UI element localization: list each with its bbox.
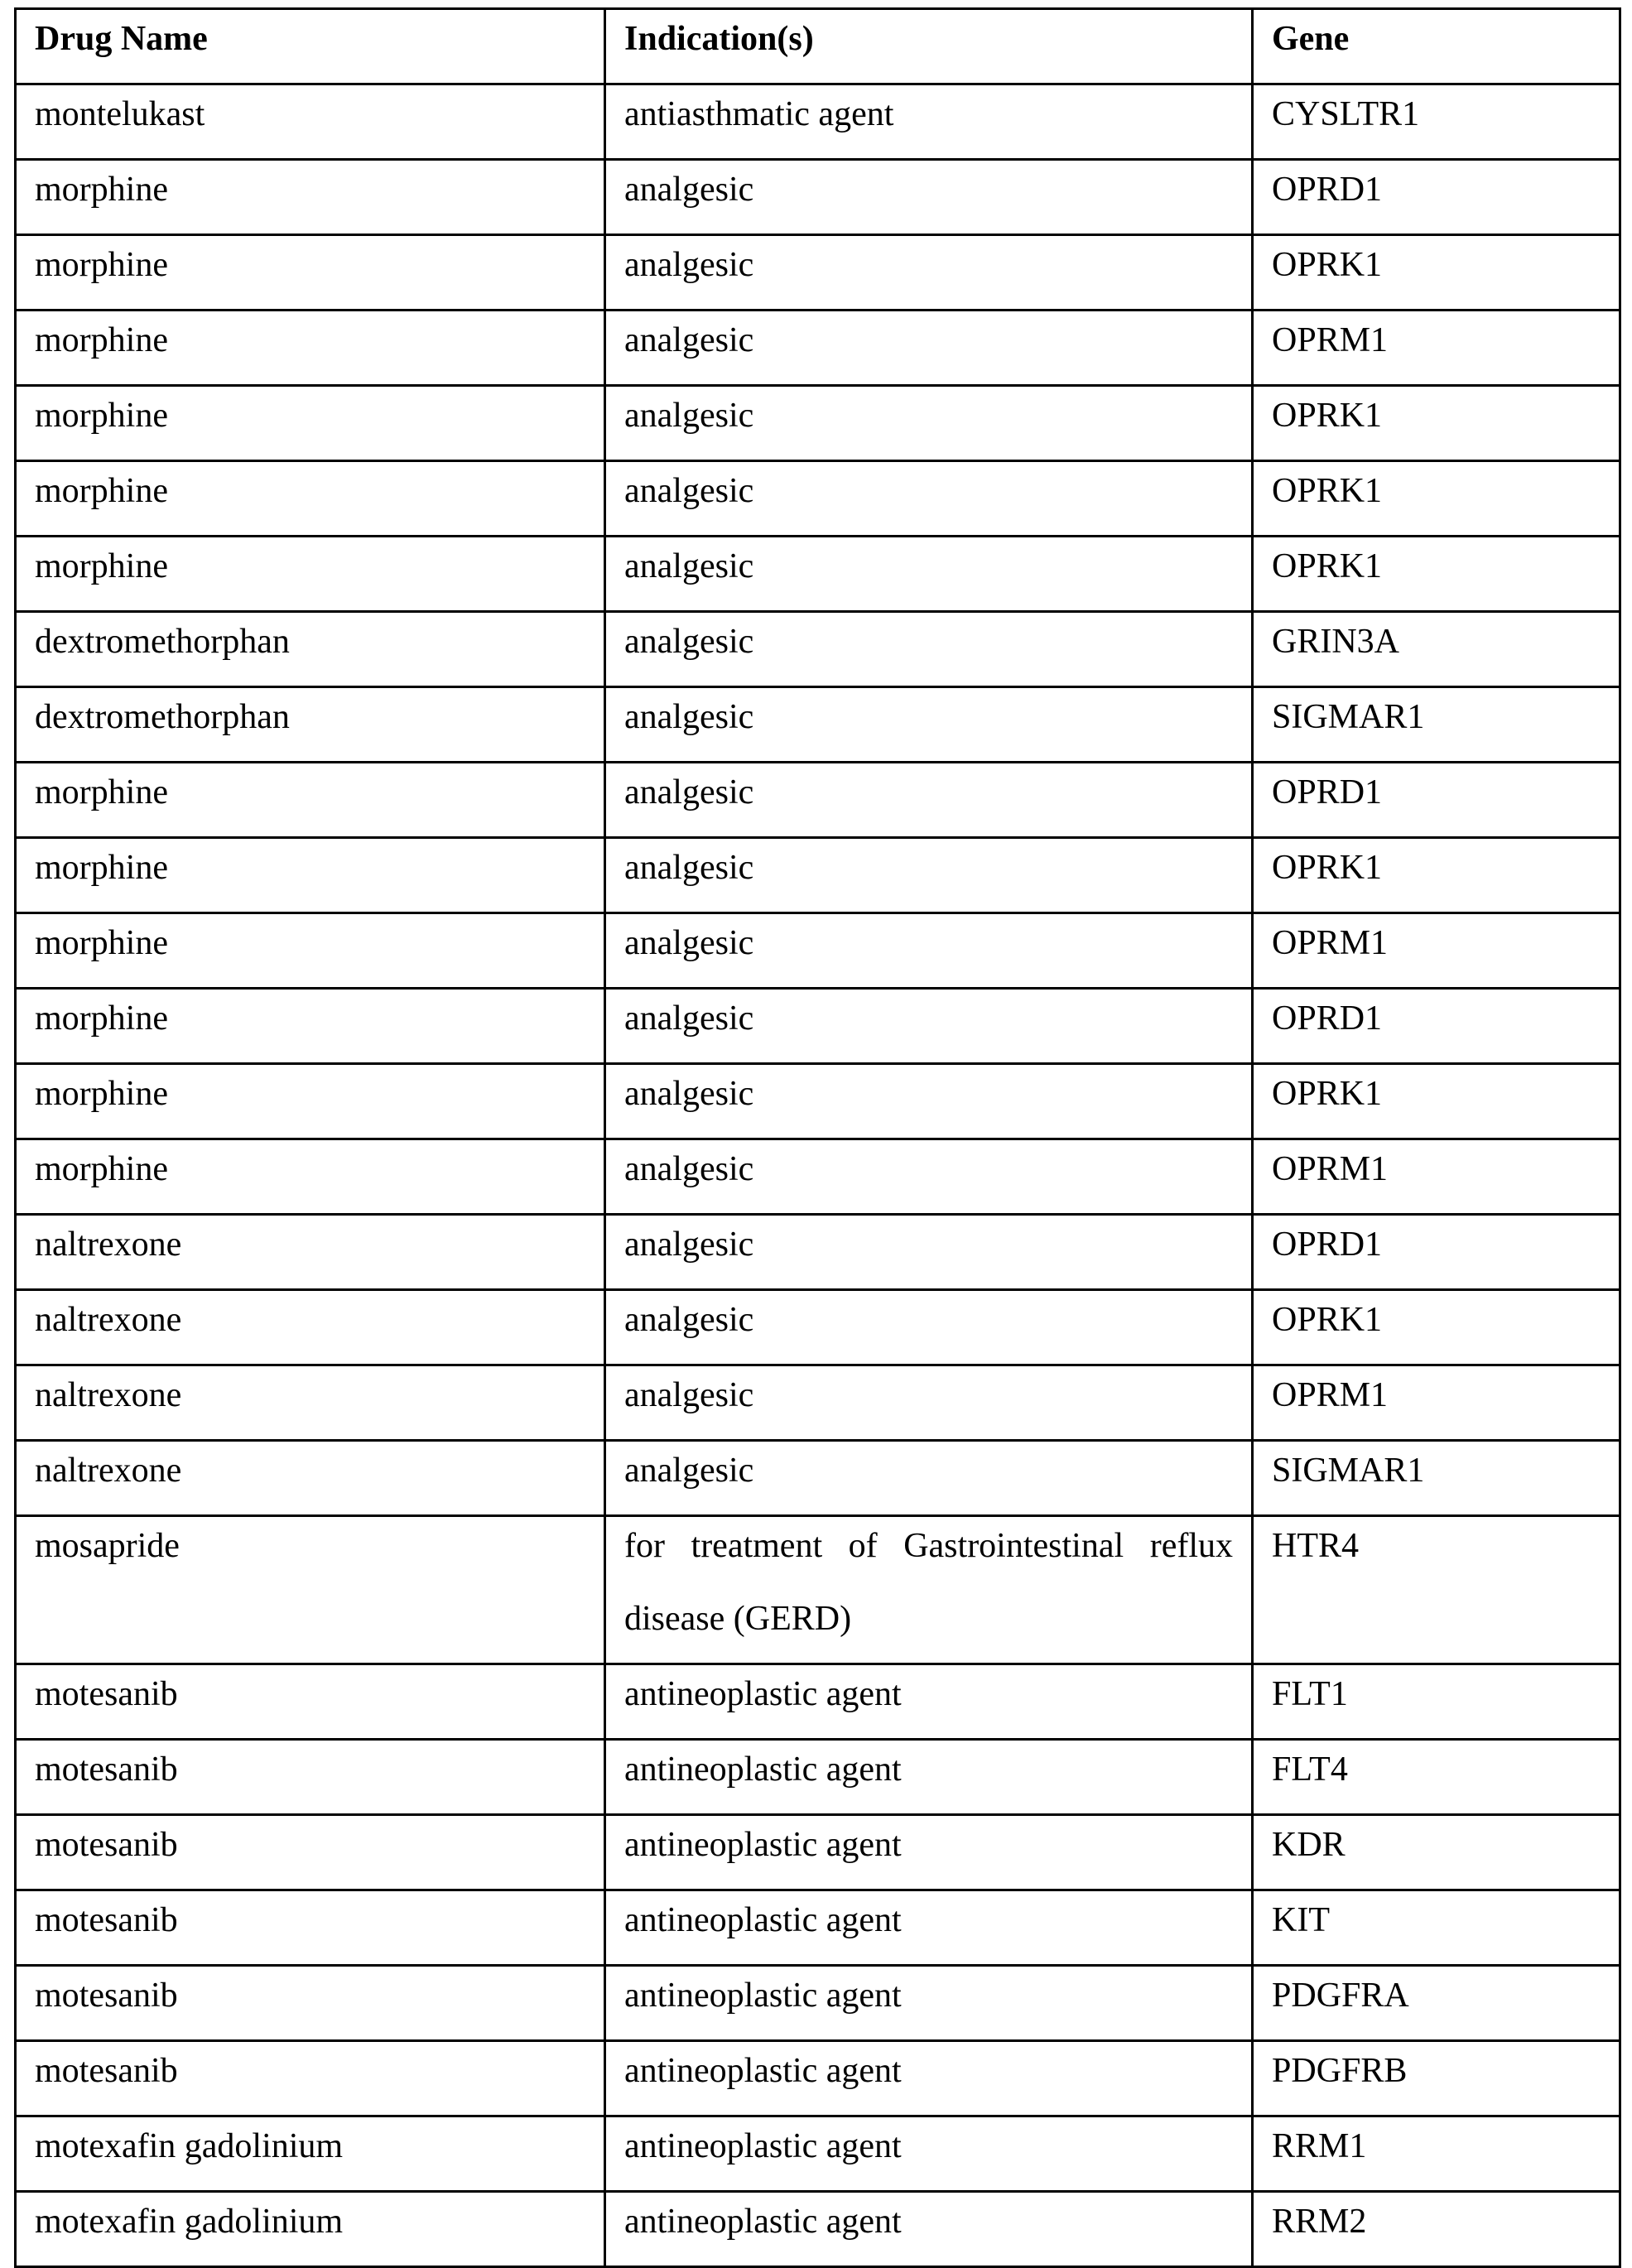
cell-text: motesanib — [35, 1733, 585, 1806]
header-gene — [1253, 9, 1620, 84]
cell-text: morphine — [35, 907, 585, 980]
cell-text: mosapride — [35, 1510, 585, 1582]
indication-cell — [605, 913, 1253, 989]
cell-text: PDGFRB — [1272, 2034, 1601, 2107]
indication-cell — [605, 386, 1253, 461]
indication-cell — [605, 1441, 1253, 1516]
cell-text: analgesic — [624, 982, 1233, 1055]
drug-name-cell — [16, 1815, 605, 1890]
gene-cell — [1253, 84, 1620, 160]
indication-cell — [605, 1139, 1253, 1215]
table-row — [16, 1441, 1620, 1516]
gene-cell — [1253, 537, 1620, 612]
cell-text: OPRK1 — [1272, 831, 1601, 904]
table-row — [16, 612, 1620, 687]
cell-text: FLT4 — [1272, 1733, 1601, 1806]
table-row — [16, 1664, 1620, 1740]
cell-text: OPRK1 — [1272, 530, 1601, 603]
header-row — [16, 9, 1620, 84]
header-drug-name — [16, 9, 605, 84]
indication-cell — [605, 1815, 1253, 1890]
drug-name-cell — [16, 913, 605, 989]
cell-text: for treatment of Gastrointestinal reflux disease (GERD) — [624, 1510, 1233, 1655]
cell-text: SIGMAR1 — [1272, 1434, 1601, 1507]
table-row — [16, 311, 1620, 386]
cell-text: montelukast — [35, 78, 585, 151]
indication-cell — [605, 1966, 1253, 2041]
cell-text: motesanib — [35, 1884, 585, 1957]
gene-cell — [1253, 386, 1620, 461]
cell-text: analgesic — [624, 605, 1233, 678]
gene-cell — [1253, 160, 1620, 235]
cell-text: OPRK1 — [1272, 455, 1601, 527]
indication-cell — [605, 461, 1253, 537]
table-row — [16, 84, 1620, 160]
cell-text: analgesic — [624, 1133, 1233, 1206]
cell-text: naltrexone — [35, 1283, 585, 1356]
drug-name-cell — [16, 386, 605, 461]
cell-text: SIGMAR1 — [1272, 681, 1601, 754]
gene-cell — [1253, 1064, 1620, 1139]
indication-cell — [605, 1740, 1253, 1815]
table-row — [16, 1740, 1620, 1815]
cell-text: analgesic — [624, 1208, 1233, 1281]
table-body — [16, 84, 1620, 2267]
gene-cell — [1253, 311, 1620, 386]
cell-text: analgesic — [624, 681, 1233, 754]
table-row — [16, 2192, 1620, 2267]
table-row — [16, 838, 1620, 913]
drug-name-cell — [16, 1365, 605, 1441]
table-row — [16, 537, 1620, 612]
table-row — [16, 1064, 1620, 1139]
cell-text: OPRD1 — [1272, 756, 1601, 829]
indication-cell — [605, 1290, 1253, 1365]
cell-text: antineoplastic agent — [624, 1959, 1233, 2032]
drug-name-cell — [16, 1664, 605, 1740]
cell-text: antineoplastic agent — [624, 2110, 1233, 2183]
indication-cell — [605, 84, 1253, 160]
table-row — [16, 913, 1620, 989]
drug-name-cell — [16, 2192, 605, 2267]
table-row — [16, 1890, 1620, 1966]
table-row — [16, 2041, 1620, 2116]
drug-name-cell — [16, 1890, 605, 1966]
cell-text: morphine — [35, 153, 585, 226]
cell-text: morphine — [35, 530, 585, 603]
cell-text: OPRK1 — [1272, 229, 1601, 301]
drug-name-cell — [16, 763, 605, 838]
cell-text: analgesic — [624, 229, 1233, 301]
header-label: Indication(s) — [624, 2, 1233, 75]
gene-cell — [1253, 461, 1620, 537]
indication-cell — [605, 989, 1253, 1064]
cell-text: RRM2 — [1272, 2185, 1601, 2258]
cell-text: antiasthmatic agent — [624, 78, 1233, 151]
cell-text: antineoplastic agent — [624, 2034, 1233, 2107]
indication-cell — [605, 2192, 1253, 2267]
drug-name-cell — [16, 1516, 605, 1664]
cell-text: KDR — [1272, 1808, 1601, 1881]
indication-cell — [605, 838, 1253, 913]
gene-cell — [1253, 1890, 1620, 1966]
cell-text: motexafin gadolinium — [35, 2185, 585, 2258]
cell-text: motesanib — [35, 2034, 585, 2107]
indication-cell — [605, 687, 1253, 763]
indication-cell — [605, 1064, 1253, 1139]
indication-cell — [605, 537, 1253, 612]
table-row — [16, 1290, 1620, 1365]
cell-text: motesanib — [35, 1959, 585, 2032]
cell-text: OPRM1 — [1272, 1133, 1601, 1206]
drug-name-cell — [16, 1441, 605, 1516]
cell-text: morphine — [35, 229, 585, 301]
cell-text: analgesic — [624, 1359, 1233, 1432]
cell-text: analgesic — [624, 304, 1233, 377]
cell-text: dextromethorphan — [35, 681, 585, 754]
table-row — [16, 1215, 1620, 1290]
gene-cell — [1253, 1815, 1620, 1890]
cell-text: analgesic — [624, 1283, 1233, 1356]
cell-text: naltrexone — [35, 1208, 585, 1281]
indication-cell — [605, 1516, 1253, 1664]
header-label: Gene — [1272, 2, 1601, 75]
cell-text: morphine — [35, 455, 585, 527]
table-row — [16, 461, 1620, 537]
drug-name-cell — [16, 838, 605, 913]
drug-name-cell — [16, 235, 605, 311]
cell-text: morphine — [35, 982, 585, 1055]
cell-text: naltrexone — [35, 1359, 585, 1432]
drug-name-cell — [16, 537, 605, 612]
cell-text: KIT — [1272, 1884, 1601, 1957]
table-row — [16, 160, 1620, 235]
gene-cell — [1253, 1441, 1620, 1516]
table-row — [16, 1815, 1620, 1890]
indication-cell — [605, 2041, 1253, 2116]
cell-text: naltrexone — [35, 1434, 585, 1507]
table-row — [16, 1139, 1620, 1215]
cell-text: analgesic — [624, 1057, 1233, 1130]
indication-cell — [605, 763, 1253, 838]
cell-text: OPRM1 — [1272, 1359, 1601, 1432]
indication-cell — [605, 2116, 1253, 2192]
gene-cell — [1253, 763, 1620, 838]
drug-name-cell — [16, 311, 605, 386]
drug-name-cell — [16, 989, 605, 1064]
cell-text: HTR4 — [1272, 1510, 1601, 1582]
drug-name-cell — [16, 1215, 605, 1290]
table-row — [16, 235, 1620, 311]
gene-cell — [1253, 1215, 1620, 1290]
table-row — [16, 1516, 1620, 1664]
gene-cell — [1253, 2116, 1620, 2192]
cell-text: morphine — [35, 1057, 585, 1130]
table-row — [16, 386, 1620, 461]
indication-cell — [605, 1890, 1253, 1966]
cell-text: antineoplastic agent — [624, 1733, 1233, 1806]
cell-text: OPRD1 — [1272, 982, 1601, 1055]
cell-text: morphine — [35, 831, 585, 904]
cell-text: morphine — [35, 1133, 585, 1206]
drug-gene-table — [14, 7, 1621, 2268]
table-row — [16, 1365, 1620, 1441]
gene-cell — [1253, 1290, 1620, 1365]
gene-cell — [1253, 1966, 1620, 2041]
cell-text: OPRK1 — [1272, 379, 1601, 452]
cell-text: OPRD1 — [1272, 1208, 1601, 1281]
cell-text: OPRK1 — [1272, 1057, 1601, 1130]
gene-cell — [1253, 989, 1620, 1064]
cell-text: analgesic — [624, 1434, 1233, 1507]
cell-text: analgesic — [624, 756, 1233, 829]
header-indications — [605, 9, 1253, 84]
gene-cell — [1253, 2192, 1620, 2267]
header-label: Drug Name — [35, 2, 585, 75]
cell-text: FLT1 — [1272, 1658, 1601, 1731]
cell-text: dextromethorphan — [35, 605, 585, 678]
cell-text: analgesic — [624, 907, 1233, 980]
gene-cell — [1253, 2041, 1620, 2116]
indication-cell — [605, 612, 1253, 687]
cell-text: antineoplastic agent — [624, 1884, 1233, 1957]
table-row — [16, 1966, 1620, 2041]
drug-name-cell — [16, 1290, 605, 1365]
cell-text: analgesic — [624, 153, 1233, 226]
drug-name-cell — [16, 687, 605, 763]
gene-cell — [1253, 235, 1620, 311]
table-row — [16, 687, 1620, 763]
cell-text: motesanib — [35, 1808, 585, 1881]
drug-name-cell — [16, 1966, 605, 2041]
drug-name-cell — [16, 1139, 605, 1215]
gene-cell — [1253, 913, 1620, 989]
cell-text: analgesic — [624, 379, 1233, 452]
indication-cell — [605, 235, 1253, 311]
table-row — [16, 989, 1620, 1064]
cell-text: RRM1 — [1272, 2110, 1601, 2183]
cell-text: CYSLTR1 — [1272, 78, 1601, 151]
table-row — [16, 2116, 1620, 2192]
cell-text: antineoplastic agent — [624, 1808, 1233, 1881]
drug-name-cell — [16, 2116, 605, 2192]
cell-text: analgesic — [624, 530, 1233, 603]
cell-text: OPRM1 — [1272, 907, 1601, 980]
drug-name-cell — [16, 1740, 605, 1815]
gene-cell — [1253, 687, 1620, 763]
indication-cell — [605, 160, 1253, 235]
indication-cell — [605, 311, 1253, 386]
indication-cell — [605, 1664, 1253, 1740]
cell-text: morphine — [35, 756, 585, 829]
drug-name-cell — [16, 461, 605, 537]
drug-name-cell — [16, 84, 605, 160]
cell-text: morphine — [35, 379, 585, 452]
cell-text: morphine — [35, 304, 585, 377]
gene-cell — [1253, 612, 1620, 687]
cell-text: PDGFRA — [1272, 1959, 1601, 2032]
drug-name-cell — [16, 2041, 605, 2116]
drug-name-cell — [16, 612, 605, 687]
indication-cell — [605, 1215, 1253, 1290]
table-row — [16, 763, 1620, 838]
drug-name-cell — [16, 1064, 605, 1139]
gene-cell — [1253, 838, 1620, 913]
cell-text: antineoplastic agent — [624, 1658, 1233, 1731]
cell-text: GRIN3A — [1272, 605, 1601, 678]
cell-text: OPRM1 — [1272, 304, 1601, 377]
cell-text: motexafin gadolinium — [35, 2110, 585, 2183]
cell-text: OPRD1 — [1272, 153, 1601, 226]
cell-text: antineoplastic agent — [624, 2185, 1233, 2258]
gene-cell — [1253, 1740, 1620, 1815]
cell-text: analgesic — [624, 455, 1233, 527]
cell-text: motesanib — [35, 1658, 585, 1731]
drug-name-cell — [16, 160, 605, 235]
gene-cell — [1253, 1664, 1620, 1740]
gene-cell — [1253, 1516, 1620, 1664]
gene-cell — [1253, 1139, 1620, 1215]
cell-text: OPRK1 — [1272, 1283, 1601, 1356]
gene-cell — [1253, 1365, 1620, 1441]
cell-text: analgesic — [624, 831, 1233, 904]
indication-cell — [605, 1365, 1253, 1441]
